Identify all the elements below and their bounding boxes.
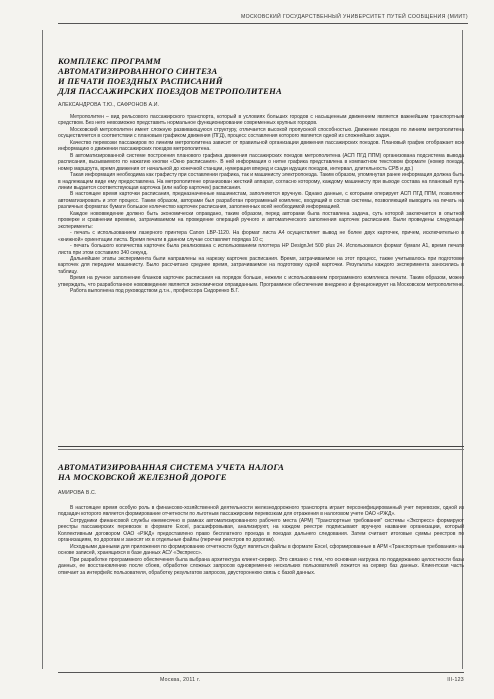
title-line: АВТОМАТИЗИРОВАННОГО СИНТЕЗА [58,66,218,76]
article-1-body [58,114,464,295]
article-1-authors: АЛЕКСАНДРОВА Т.Ю., САФРОНОВ А.И. [58,102,160,108]
paragraph: В автоматизированной системе построения планового графика движения пассажирских поездов метрополитена (АСП ПГД ППМ) организована подсистема вывода расписания, вызываемого по нажатию кнопки «Окно расписания». В ней информация о нитке графика представлена в компактном текстовом формате (номер поезда, номер маршрута, время движения от начальной до конечной станции, нумерация вперед и сзади идущих поездов, интервал, длительность СРВ и др.) [58,152,464,172]
title-line: АВТОМАТИЗИРОВАННАЯ СИСТЕМА УЧЕТА НАЛОГА [58,462,285,472]
paragraph: - печать с использованием лазерного принтера Canon LBP-1120. На формат листа А4 осуществляет вывод не более двух карточек, причем, исключительно в «книжной» ориентации листа. Время печати в данном случае составляет порядка 10 с; [58,230,464,243]
paragraph: - печать большого количества карточек была реализована с использованием плоттера HP DesignJet 500 plus 24. Использовался формат бумаги А1, время печати листа при этом составило 340 секунд. [58,243,464,256]
paragraph: Работа выполнена под руководством д.т.н., профессора Сидоренко В.Г. [70,288,239,295]
article-divider [58,446,464,447]
article-1-title [58,56,464,96]
title-line: КОМПЛЕКС ПРОГРАММ [58,56,162,66]
paragraph: Московский метрополитен имеет сложную развивающуюся структуру, отличается высокой пропускной способностью. Движение поездов по линиям метрополитена осуществляется в соответствии с плановым графиком движения (ПГД), процесс составления которого является одной из сложнейших задач. [58,126,464,140]
left-scan-margin-line [42,30,43,669]
paragraph: В настоящее время карточки расписания, предназначенные машинистам, заполняются вручную. Однако данные, с которыми оперирует АСП ПГД ППМ, позволяют автоматизировать и этот процесс. Таким образом, авторами был разработан программный комплекс, входящий в состав системы, позволяющий выводить на печать на различных форматах бумаги большое количество карточек расписания, заполненных всей необходимой информацией. [58,191,464,211]
paragraph: При разработке программного обеспечения была выбрана архитектура клиент-сервер. Это связано с тем, что основная нагрузка по поддержанию целостности базы данных, ее восстановлению после сбоев, обработке сложных запросов одновременно нескольких пользователей ложится на сервер баз данных. Клиентская часть отвечает за интерфейс пользователя, обработку результатов запросов, двустороннюю связь с базой данных. [58,556,464,576]
footer-place-year: Москва, 2011 г. [160,677,201,683]
paragraph: Сотрудники финансовой службы ежемесячно в рамках автоматизированного рабочего места (АРМ) "Транспортные требования" системы «Экспресс» формируют реестры пассажирских перевозок в формате Excel, расшифровывая, анализируют, на каждом реестре подписывают вручную название организации, который Коллективным договором ОАО «РЖД» предоставлено право бесплатного проезда в поездах дальнего следования. Затем считают итоговые суммы реестров по организациям, по дорогам и заносят их в отдельные файлы (перечни реестров по дорогам). [58,517,464,544]
article-1 [58,56,464,295]
paragraph: Исходными данными для приложения по формированию отчетности будут являться файлы в формате Excel, сформированные в АРМ «Транспортные требования» на основе записей, хранящихся в базе данных АСУ «Экспресс». [58,543,464,557]
article-divider-thin [58,449,464,450]
article-2-title [58,462,464,482]
paragraph: В настоящее время особую роль в финансово-хозяйственной деятельности железнодорожного транспорта играет персонифицированный учет перевозок, одной из подзадач которого является формирование отчетности по льготным пассажирским перевозкам для отражения в налоговом учете ОАО «РЖД». [58,505,464,518]
paragraph: Дальнейшие этапы эксперимента были направлены на нарезку карточек расписания. Время, затрачиваемое на этот процесс, также учитывалось при подготовке карточек для передачи машинисту. Было рассчитано среднее время, затрачиваемое на подготовку одной карточки. Результаты каждого эксперимента заносились в таблицу. [58,255,464,275]
footer-rule [58,672,464,673]
article-2-authors: АМИРОВА В.С. [58,490,97,496]
paragraph: Метрополитен – вид рельсового пассажирского транспорта, который в условиях больших городов с насыщенным движением является важнейшим транспортным средством. Без него невозможно представить нормальное функционирование современных крупных городов. [58,114,464,127]
paragraph: Качество перевозки пассажиров по линиям метрополитена зависит от правильной организации движения пассажирских поездов. Плановый график отображает всю информацию о движении пассажирских поездов метрополитена. [58,139,464,153]
article-2-body [58,505,464,576]
title-line: ДЛЯ ПАССАЖИРСКИХ ПОЕЗДОВ МЕТРОПОЛИТЕНА [58,86,282,96]
title-line: И ПЕЧАТИ ПОЕЗДНЫХ РАСПИСАНИЙ [58,76,223,86]
paragraph: Время на ручное заполнение бланков карточек расписания на порядок больше, нежели с использованием программного комплекса печати. Таким образом, можно утверждать, что разработанное нововведение является экономически оправданным. Программное обеспечение внедрено и функционирует на Московском метрополитене. [58,275,465,288]
title-line: НА МОСКОВСКОЙ ЖЕЛЕЗНОЙ ДОРОГЕ [58,472,227,482]
paragraph: Такая информация необходима как графисту при составлении графика, так и машинисту электропоезда. Таким образом, упомянутая ранее информация должна быть в надлежащем виде ему предоставлена. На метрополитене организован жесткий аппарат, согласно которому, каждому машинисту при выходе состава на плановый путь линии выдается соответствующая карточка (или набор карточек) расписания. [58,172,464,191]
page-number: III-123 [447,677,464,683]
article-2 [58,462,464,576]
header-rule [58,23,468,24]
running-header: МОСКОВСКИЙ ГОСУДАРСТВЕННЫЙ УНИВЕРСИТЕТ ПУТЕЙ СООБЩЕНИЯ (МИИТ) [240,14,468,20]
paragraph: Каждое нововведение должно быть экономически оправдано, таким образом, перед авторами была поставлена задача, суть которой заключается в опытной проверке и сравнении времени, затрачиваемом на проведение операций ручного и автоматического заполнения карточек расписания. Были проведены следующие эксперименты: [58,210,464,230]
